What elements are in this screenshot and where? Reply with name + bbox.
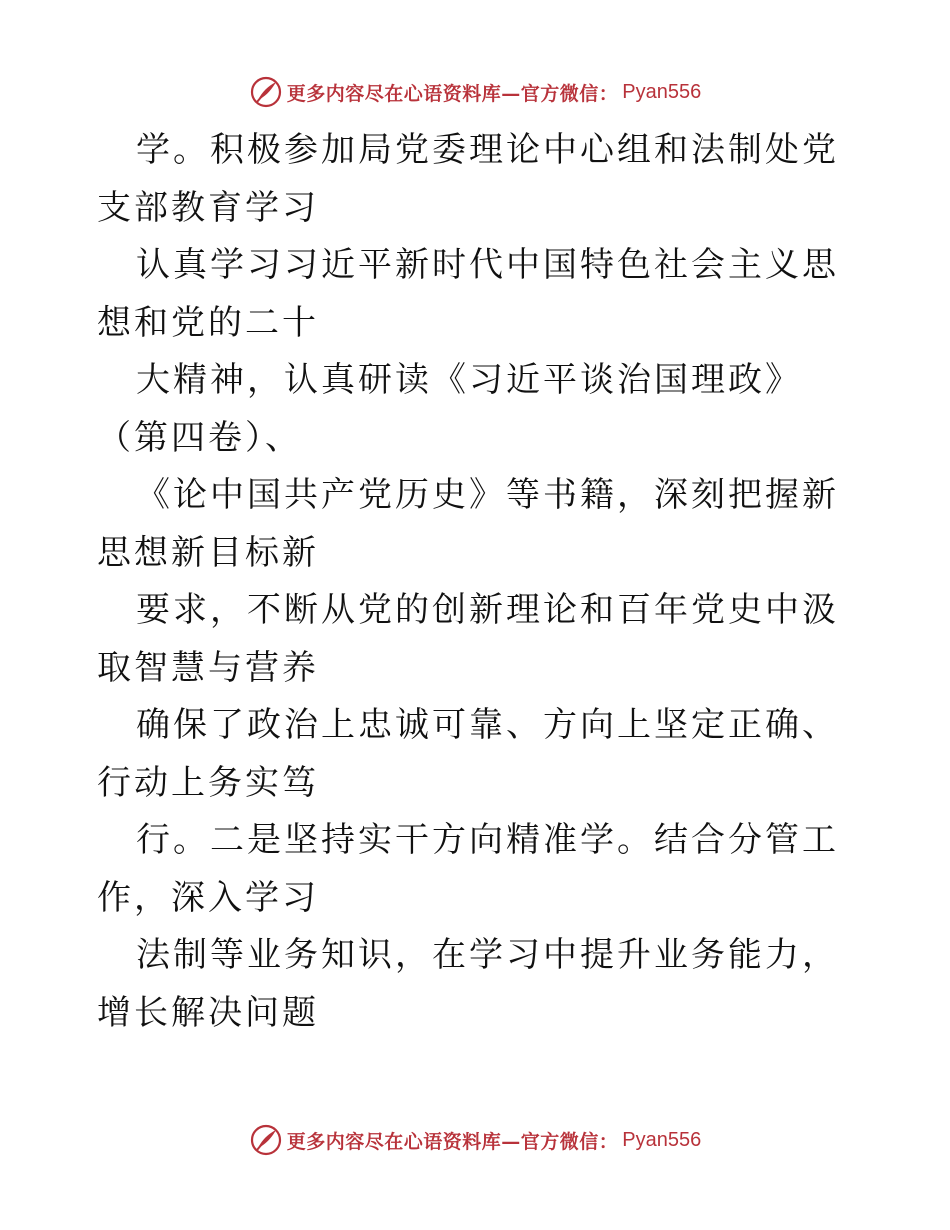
paragraph: 认真学习习近平新时代中国特色社会主义思想和党的二十 bbox=[97, 245, 839, 343]
quill-seal-icon bbox=[249, 1123, 283, 1157]
paragraph: 法制等业务知识，在学习中提升业务能力，增长解决问题 bbox=[97, 935, 839, 1033]
paragraph: 大精神，认真研读《习近平谈治国理政》（第四卷）、 bbox=[97, 360, 802, 458]
paragraph: 学。积极参加局党委理论中心组和法制处党支部教育学习 bbox=[97, 130, 839, 228]
document-body bbox=[97, 122, 857, 1042]
footer-site-text: 更多内容尽在心语资料库—官方微信： bbox=[286, 1130, 619, 1153]
footer-wechat-id: Pyan556 bbox=[622, 1128, 702, 1151]
footer-banner bbox=[0, 1120, 950, 1160]
paragraph: 要求，不断从党的创新理论和百年党史中汲取智慧与营养 bbox=[97, 590, 839, 688]
header-wechat-id: Pyan556 bbox=[622, 80, 702, 103]
paragraph: 行。二是坚持实干方向精准学。结合分管工作，深入学习 bbox=[97, 820, 839, 918]
paragraph: 确保了政治上忠诚可靠、方向上坚定正确、行动上务实笃 bbox=[97, 705, 839, 803]
quill-seal-icon bbox=[249, 75, 283, 109]
header-site-text: 更多内容尽在心语资料库—官方微信： bbox=[286, 82, 619, 105]
header-banner bbox=[0, 72, 950, 112]
paragraph: 《论中国共产党历史》等书籍，深刻把握新思想新目标新 bbox=[97, 475, 839, 573]
